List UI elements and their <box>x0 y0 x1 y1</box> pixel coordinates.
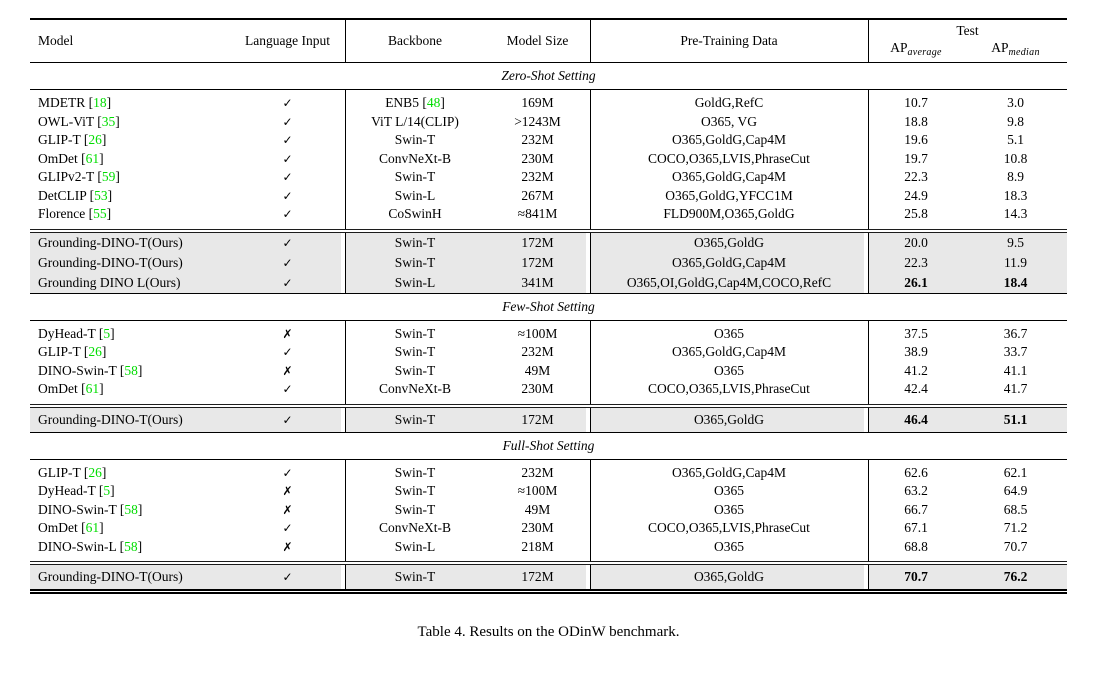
cell-ap-average: 22.3 <box>868 253 964 273</box>
column-divider <box>345 233 346 293</box>
cell-pretraining-data: O365,GoldG,Cap4M <box>672 344 786 360</box>
checkmark-icon: ✓ <box>230 408 345 432</box>
checkmark-icon: ✓ <box>230 273 345 293</box>
checkmark-icon: ✓ <box>282 114 293 129</box>
cell-pretraining-data: O365 <box>714 501 744 517</box>
cell-model-size: 49M <box>524 362 551 378</box>
cell-pretraining-data: O365 <box>714 538 744 554</box>
cell-ap-average: 68.8 <box>904 538 928 554</box>
cell-ap-average: 26.1 <box>868 273 964 293</box>
cell-model-name: Florence [ 55 ] <box>38 206 112 222</box>
table-row <box>30 380 1067 399</box>
column-header-model-size: Model Size <box>506 33 569 48</box>
cell-ap-average: 38.9 <box>904 344 928 360</box>
cell-model-name: DyHead-T [ 5 ] <box>38 325 115 341</box>
cell-model-name: GLIPv2-T [ 59 ] <box>38 169 120 185</box>
citation-number: 5 <box>103 483 111 499</box>
checkmark-icon: ✓ <box>230 565 345 589</box>
table-row <box>30 538 1067 557</box>
column-header-test-group <box>868 20 1067 62</box>
column-divider <box>868 408 869 432</box>
column-header-model: Model <box>38 33 74 48</box>
full-shot-rows-group <box>30 460 1067 562</box>
citation-number: 26 <box>88 132 102 148</box>
cell-model-size: 218M <box>521 538 554 554</box>
cell-ap-average: 18.8 <box>904 113 928 129</box>
results-table <box>30 18 1067 641</box>
full-shot-ours-group <box>30 565 1067 589</box>
column-divider <box>345 565 346 589</box>
table-row <box>30 253 1067 273</box>
cell-ap-average: 63.2 <box>904 483 928 499</box>
cross-icon: ✗ <box>282 484 293 499</box>
cell-model-size: 267M <box>521 187 554 203</box>
cell-backbone: Swin-T <box>394 483 436 499</box>
cell-pretraining-data: FLD900M,O365,GoldG <box>663 206 795 222</box>
citation-number: 26 <box>88 344 102 360</box>
table-row <box>30 205 1067 224</box>
column-header-ap-median: $AP_{median}$ <box>991 40 1040 58</box>
table-row <box>30 519 1067 538</box>
cell-backbone: Swin-T <box>394 362 436 378</box>
section-title-zero-shot: Zero-Shot Setting <box>501 68 596 83</box>
cell-model-size: 230M <box>521 520 554 536</box>
cell-model-name: Grounding-DINO-T(Ours) <box>30 253 230 273</box>
cell-pretraining-data: O365 <box>714 483 744 499</box>
cross-icon: ✗ <box>282 363 293 378</box>
cell-backbone: Swin-T <box>394 169 436 185</box>
cell-backbone: Swin-T <box>394 325 436 341</box>
column-divider <box>590 233 591 293</box>
citation-number: 26 <box>88 464 102 480</box>
cell-ap-average: 10.7 <box>904 95 928 111</box>
table-row <box>30 168 1067 187</box>
cell-backbone: ViT L/14(CLIP) <box>371 113 459 129</box>
cell-pretraining-data: O365,GoldG,Cap4M <box>590 253 868 273</box>
cell-backbone: Swin-T <box>345 408 485 432</box>
table-row <box>30 187 1067 206</box>
cell-pretraining-data: O365,GoldG,Cap4M <box>672 132 786 148</box>
cell-pretraining-data: COCO,O365,LVIS,PhraseCut <box>648 520 810 536</box>
column-divider <box>868 20 869 62</box>
column-header-ap-average: $AP_{average}$ <box>890 40 942 58</box>
checkmark-icon: ✓ <box>282 170 293 185</box>
cell-backbone: Swin-L <box>394 538 436 554</box>
cross-icon: ✗ <box>282 539 293 554</box>
table-row <box>30 94 1067 113</box>
cell-model-name: OmDet [ 61 ] <box>38 381 104 397</box>
cell-ap-median: 70.7 <box>1003 538 1028 554</box>
citation-number: 59 <box>101 169 116 185</box>
checkmark-icon: ✓ <box>282 133 293 148</box>
column-divider <box>345 321 346 404</box>
table-row <box>30 150 1067 169</box>
cell-pretraining-data: O365,OI,GoldG,Cap4M,COCO,RefC <box>590 273 868 293</box>
cell-model-name: Grounding DINO L(Ours) <box>30 273 230 293</box>
cell-model-name: OmDet [ 61 ] <box>38 150 104 166</box>
column-divider <box>868 460 869 562</box>
column-divider <box>590 565 591 589</box>
cell-ap-median: 41.1 <box>1003 362 1028 378</box>
table-row <box>30 464 1067 483</box>
cell-ap-average: 25.8 <box>904 206 928 222</box>
cell-model-size: 341M <box>485 273 590 293</box>
column-divider <box>345 408 346 432</box>
cell-ap-average: 37.5 <box>904 325 928 341</box>
cell-model-name: GLIP-T [ 26 ] <box>38 132 107 148</box>
checkmark-icon: ✓ <box>282 382 293 397</box>
cell-backbone: Swin-T <box>394 344 436 360</box>
cell-ap-median: 8.9 <box>1007 169 1024 185</box>
citation-number: 18 <box>93 95 107 111</box>
column-divider <box>345 20 346 62</box>
cell-pretraining-data: O365,GoldG <box>590 233 868 253</box>
zero-shot-rows-group <box>30 90 1067 229</box>
cell-pretraining-data: O365, VG <box>700 113 757 129</box>
cell-model-name: DyHead-T [ 5 ] <box>38 483 115 499</box>
few-shot-rows-group <box>30 321 1067 404</box>
column-header-language-input: Language Input <box>244 33 331 48</box>
cell-model-size: 49M <box>524 501 551 517</box>
cell-ap-average: 70.7 <box>868 565 964 589</box>
cell-ap-average: 41.2 <box>904 362 928 378</box>
cell-model-name: DetCLIP [ 53 ] <box>38 187 113 203</box>
cell-model-name: DINO-Swin-L [ 58 ] <box>38 538 143 554</box>
cell-ap-median: 9.8 <box>1007 113 1024 129</box>
column-divider <box>590 321 591 404</box>
citation-number: 53 <box>94 187 108 203</box>
cell-model-size: 232M <box>521 169 554 185</box>
cell-backbone: ConvNeXt-B <box>379 381 451 397</box>
cell-model-size: ≈100M <box>517 325 558 341</box>
cell-backbone: ConvNeXt-B <box>379 520 451 536</box>
few-shot-ours-group <box>30 408 1067 432</box>
table-row <box>30 501 1067 520</box>
cell-ap-average: 20.0 <box>868 233 964 253</box>
cell-ap-median: 62.1 <box>1003 464 1028 480</box>
cell-ap-average: 22.3 <box>904 169 928 185</box>
cell-model-size: 230M <box>521 150 554 166</box>
cell-pretraining-data: O365,GoldG <box>590 565 868 589</box>
cell-model-size: 172M <box>485 233 590 253</box>
cell-backbone: Swin-T <box>394 464 436 480</box>
table-caption: Table 4. Results on the ODinW benchmark. <box>417 624 680 640</box>
cell-backbone: Swin-T <box>394 132 436 148</box>
cell-pretraining-data: O365,GoldG,Cap4M <box>672 464 786 480</box>
cell-ap-average: 19.6 <box>904 132 928 148</box>
cell-ap-median: 51.1 <box>964 408 1067 432</box>
cell-model-name: OWL-ViT [ 35 ] <box>38 113 120 129</box>
checkmark-icon: ✓ <box>282 151 293 166</box>
table-row <box>30 565 1067 589</box>
cell-ap-average: 46.4 <box>868 408 964 432</box>
cell-model-name: GLIP-T [ 26 ] <box>38 344 107 360</box>
cross-icon: ✗ <box>282 326 293 341</box>
citation-number: 5 <box>103 325 111 341</box>
cell-ap-median: 71.2 <box>1003 520 1028 536</box>
cell-ap-median: 18.4 <box>964 273 1067 293</box>
zero-shot-ours-group <box>30 233 1067 293</box>
citation-number: 55 <box>93 206 107 222</box>
cell-model-size: 232M <box>521 132 554 148</box>
checkmark-icon: ✓ <box>282 207 293 222</box>
cell-ap-median: 18.3 <box>1003 187 1028 203</box>
checkmark-icon: ✓ <box>230 253 345 273</box>
table-row <box>30 408 1067 432</box>
cell-model-name: MDETR [ 18 ] <box>38 95 112 111</box>
cell-ap-median: 5.1 <box>1007 132 1024 148</box>
table-bottom-rule <box>30 589 1067 594</box>
cell-backbone: ENB5 [ 48 ] <box>385 95 445 111</box>
checkmark-icon: ✓ <box>230 233 345 253</box>
cell-ap-average: 62.6 <box>904 464 928 480</box>
column-divider <box>868 321 869 404</box>
cell-pretraining-data: COCO,O365,LVIS,PhraseCut <box>648 381 810 397</box>
cell-pretraining-data: O365,GoldG,Cap4M <box>672 169 786 185</box>
cell-model-size: 172M <box>485 565 590 589</box>
cross-icon: ✗ <box>282 502 293 517</box>
cell-model-size: 232M <box>521 464 554 480</box>
column-divider <box>868 90 869 229</box>
checkmark-icon: ✓ <box>282 521 293 536</box>
cell-backbone: Swin-T <box>345 253 485 273</box>
citation-number: 48 <box>426 95 441 111</box>
cell-model-name: Grounding-DINO-T(Ours) <box>30 565 230 589</box>
cell-ap-average: 19.7 <box>904 150 928 166</box>
cell-model-name: DINO-Swin-T [ 58 ] <box>38 501 143 517</box>
cell-model-name: DINO-Swin-T [ 58 ] <box>38 362 143 378</box>
cell-model-size: 172M <box>485 408 590 432</box>
citation-number: 58 <box>124 501 138 517</box>
cell-model-size: ≈100M <box>517 483 558 499</box>
cell-backbone: ConvNeXt-B <box>379 150 451 166</box>
column-divider <box>868 565 869 589</box>
citation-number: 61 <box>85 150 100 166</box>
checkmark-icon: ✓ <box>282 188 293 203</box>
cell-ap-median: 64.9 <box>1003 483 1028 499</box>
table-row <box>30 233 1067 253</box>
cell-model-size: 232M <box>521 344 554 360</box>
cell-model-size: >1243M <box>514 113 561 129</box>
cell-pretraining-data: COCO,O365,LVIS,PhraseCut <box>648 150 810 166</box>
table-row <box>30 131 1067 150</box>
cell-ap-median: 33.7 <box>1003 344 1028 360</box>
cell-ap-median: 11.9 <box>964 253 1067 273</box>
column-divider <box>345 460 346 562</box>
cell-ap-median: 41.7 <box>1003 381 1028 397</box>
table-header-row <box>30 20 1067 62</box>
table-row <box>30 325 1067 344</box>
column-header-backbone: Backbone <box>388 33 442 48</box>
column-header-test: Test <box>956 23 979 38</box>
cell-pretraining-data: O365 <box>714 325 744 341</box>
column-divider <box>590 408 591 432</box>
table-row <box>30 362 1067 381</box>
cell-backbone: Swin-L <box>345 273 485 293</box>
table-row <box>30 113 1067 132</box>
checkmark-icon: ✓ <box>282 345 293 360</box>
cell-model-size: 230M <box>521 381 554 397</box>
cell-ap-average: 67.1 <box>904 520 928 536</box>
citation-number: 58 <box>124 538 138 554</box>
section-title-few-shot: Few-Shot Setting <box>502 298 595 314</box>
cell-backbone: Swin-T <box>345 233 485 253</box>
cell-model-name: GLIP-T [ 26 ] <box>38 464 107 480</box>
cell-ap-median: 9.5 <box>964 233 1067 253</box>
cell-backbone: CoSwinH <box>388 206 442 222</box>
column-divider <box>590 460 591 562</box>
cell-pretraining-data: O365,GoldG <box>590 408 868 432</box>
cell-model-name: Grounding-DINO-T(Ours) <box>30 408 230 432</box>
cell-backbone: Swin-T <box>394 501 436 517</box>
cell-model-size: 169M <box>521 95 554 111</box>
table-row <box>30 273 1067 293</box>
section-title-full-shot: Full-Shot Setting <box>502 437 595 453</box>
column-divider <box>590 90 591 229</box>
cell-ap-median: 36.7 <box>1003 325 1028 341</box>
cell-pretraining-data: O365 <box>714 362 744 378</box>
cell-ap-median: 14.3 <box>1003 206 1028 222</box>
cell-model-name: Grounding-DINO-T(Ours) <box>30 233 230 253</box>
cell-ap-average: 42.4 <box>904 381 928 397</box>
cell-ap-median: 68.5 <box>1003 501 1028 517</box>
column-divider <box>868 233 869 293</box>
checkmark-icon: ✓ <box>282 465 293 480</box>
citation-number: 61 <box>85 381 100 397</box>
cell-ap-average: 24.9 <box>904 187 928 203</box>
cell-ap-average: 66.7 <box>904 501 928 517</box>
cell-model-size: ≈841M <box>517 206 558 222</box>
cell-ap-median: 76.2 <box>964 565 1067 589</box>
column-divider <box>590 20 591 62</box>
cell-ap-median: 10.8 <box>1003 150 1028 166</box>
cell-model-name: OmDet [ 61 ] <box>38 520 104 536</box>
citation-number: 58 <box>124 362 138 378</box>
cell-pretraining-data: GoldG,RefC <box>694 95 764 111</box>
checkmark-icon: ✓ <box>282 96 293 111</box>
citation-number: 35 <box>101 113 116 129</box>
column-header-pretraining-data: Pre-Training Data <box>680 33 778 48</box>
cell-model-size: 172M <box>485 253 590 273</box>
table-row <box>30 482 1067 501</box>
table-row <box>30 343 1067 362</box>
cell-backbone: Swin-T <box>345 565 485 589</box>
cell-backbone: Swin-L <box>394 187 436 203</box>
cell-ap-median: 3.0 <box>1007 95 1024 111</box>
cell-pretraining-data: O365,GoldG,YFCC1M <box>665 187 793 203</box>
citation-number: 61 <box>85 520 100 536</box>
column-divider <box>345 90 346 229</box>
